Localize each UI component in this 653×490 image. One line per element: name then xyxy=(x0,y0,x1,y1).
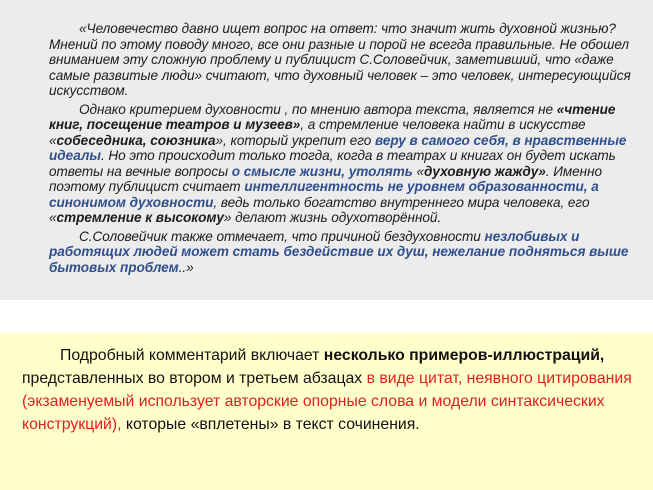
quote-paragraph-2 xyxy=(49,102,633,226)
quote-p2-text: Однако критерием духовности , по мнению автора текста, является не xyxy=(79,101,557,117)
quoted-text xyxy=(49,21,633,278)
note-bold: несколько примеров-иллюстраций, xyxy=(323,347,605,364)
quote-p2-highlight: веру в самого себя, в нравственные идеалы xyxy=(49,132,627,163)
quote-paragraph-1: «Человечество давно ищет вопрос на ответ: что значит жить духовной жизнью? Мнений по этому поводу много, все они разные и порой не всегда правильные. Не обошел вниманием эту сложную проблему и публицист С.Соловейчик, заметивший, что «даже самые развитые люди» считают, что духовный человек – это человек, интересующийся искусством. xyxy=(49,21,631,98)
quote-p2-bold: «чтение книг, посещение театров и музеев» xyxy=(49,101,616,132)
note-red-highlight: в виде цитат, неявного цитирования (экзаменуемый использует авторские опорные слова и модели синтаксических конструкций), xyxy=(22,370,632,433)
quote-p2-text: « xyxy=(412,163,425,179)
quote-paragraph-3 xyxy=(49,229,633,276)
quote-p3-text: ..» xyxy=(178,259,194,275)
quote-p2-text: . Именно поэтому публицист считает xyxy=(49,163,603,194)
note-text: Подробный комментарий включает xyxy=(60,347,324,364)
note-text: представленных во втором и третьем абзацах xyxy=(22,370,367,387)
commentary-paragraph xyxy=(22,344,634,436)
quote-p2-bold: собеседника, союзника xyxy=(56,132,216,148)
quote-p2-text: , ведь только богатство внутреннего мира человека, его « xyxy=(49,194,590,225)
quote-p3-text: С.Соловейчик также отмечает, что причиной бездуховности xyxy=(79,228,485,244)
quote-p3-highlight: незлобивых и работящих людей может стать бездействие их душ, нежелание подняться выше бытовых проблем xyxy=(49,228,629,275)
quote-p2-bold: духовную жажду» xyxy=(424,163,546,179)
quote-p2-bold: стремление к высокому xyxy=(56,210,224,225)
note-text: которые «вплетены» в текст сочинения. xyxy=(121,416,420,433)
quote-p2-text: », который укрепит его xyxy=(215,132,376,148)
quote-p2-highlight: интеллигентность не уровнем образованности, а синонимом духовности xyxy=(49,179,599,210)
quote-p2-text: . Но это происходит только тогда, когда в театрах и книгах он будет искать ответы на вечные вопросы xyxy=(49,148,616,179)
quote-p2-text: » делают жизнь одухотворённой. xyxy=(223,210,442,225)
quote-p2-text: , а стремление человека найти в искусстве « xyxy=(49,117,586,148)
commentary-note xyxy=(22,344,634,436)
quote-p2-highlight: о смысле жизни, утолять xyxy=(231,163,413,179)
commentary-note-block xyxy=(0,333,653,490)
